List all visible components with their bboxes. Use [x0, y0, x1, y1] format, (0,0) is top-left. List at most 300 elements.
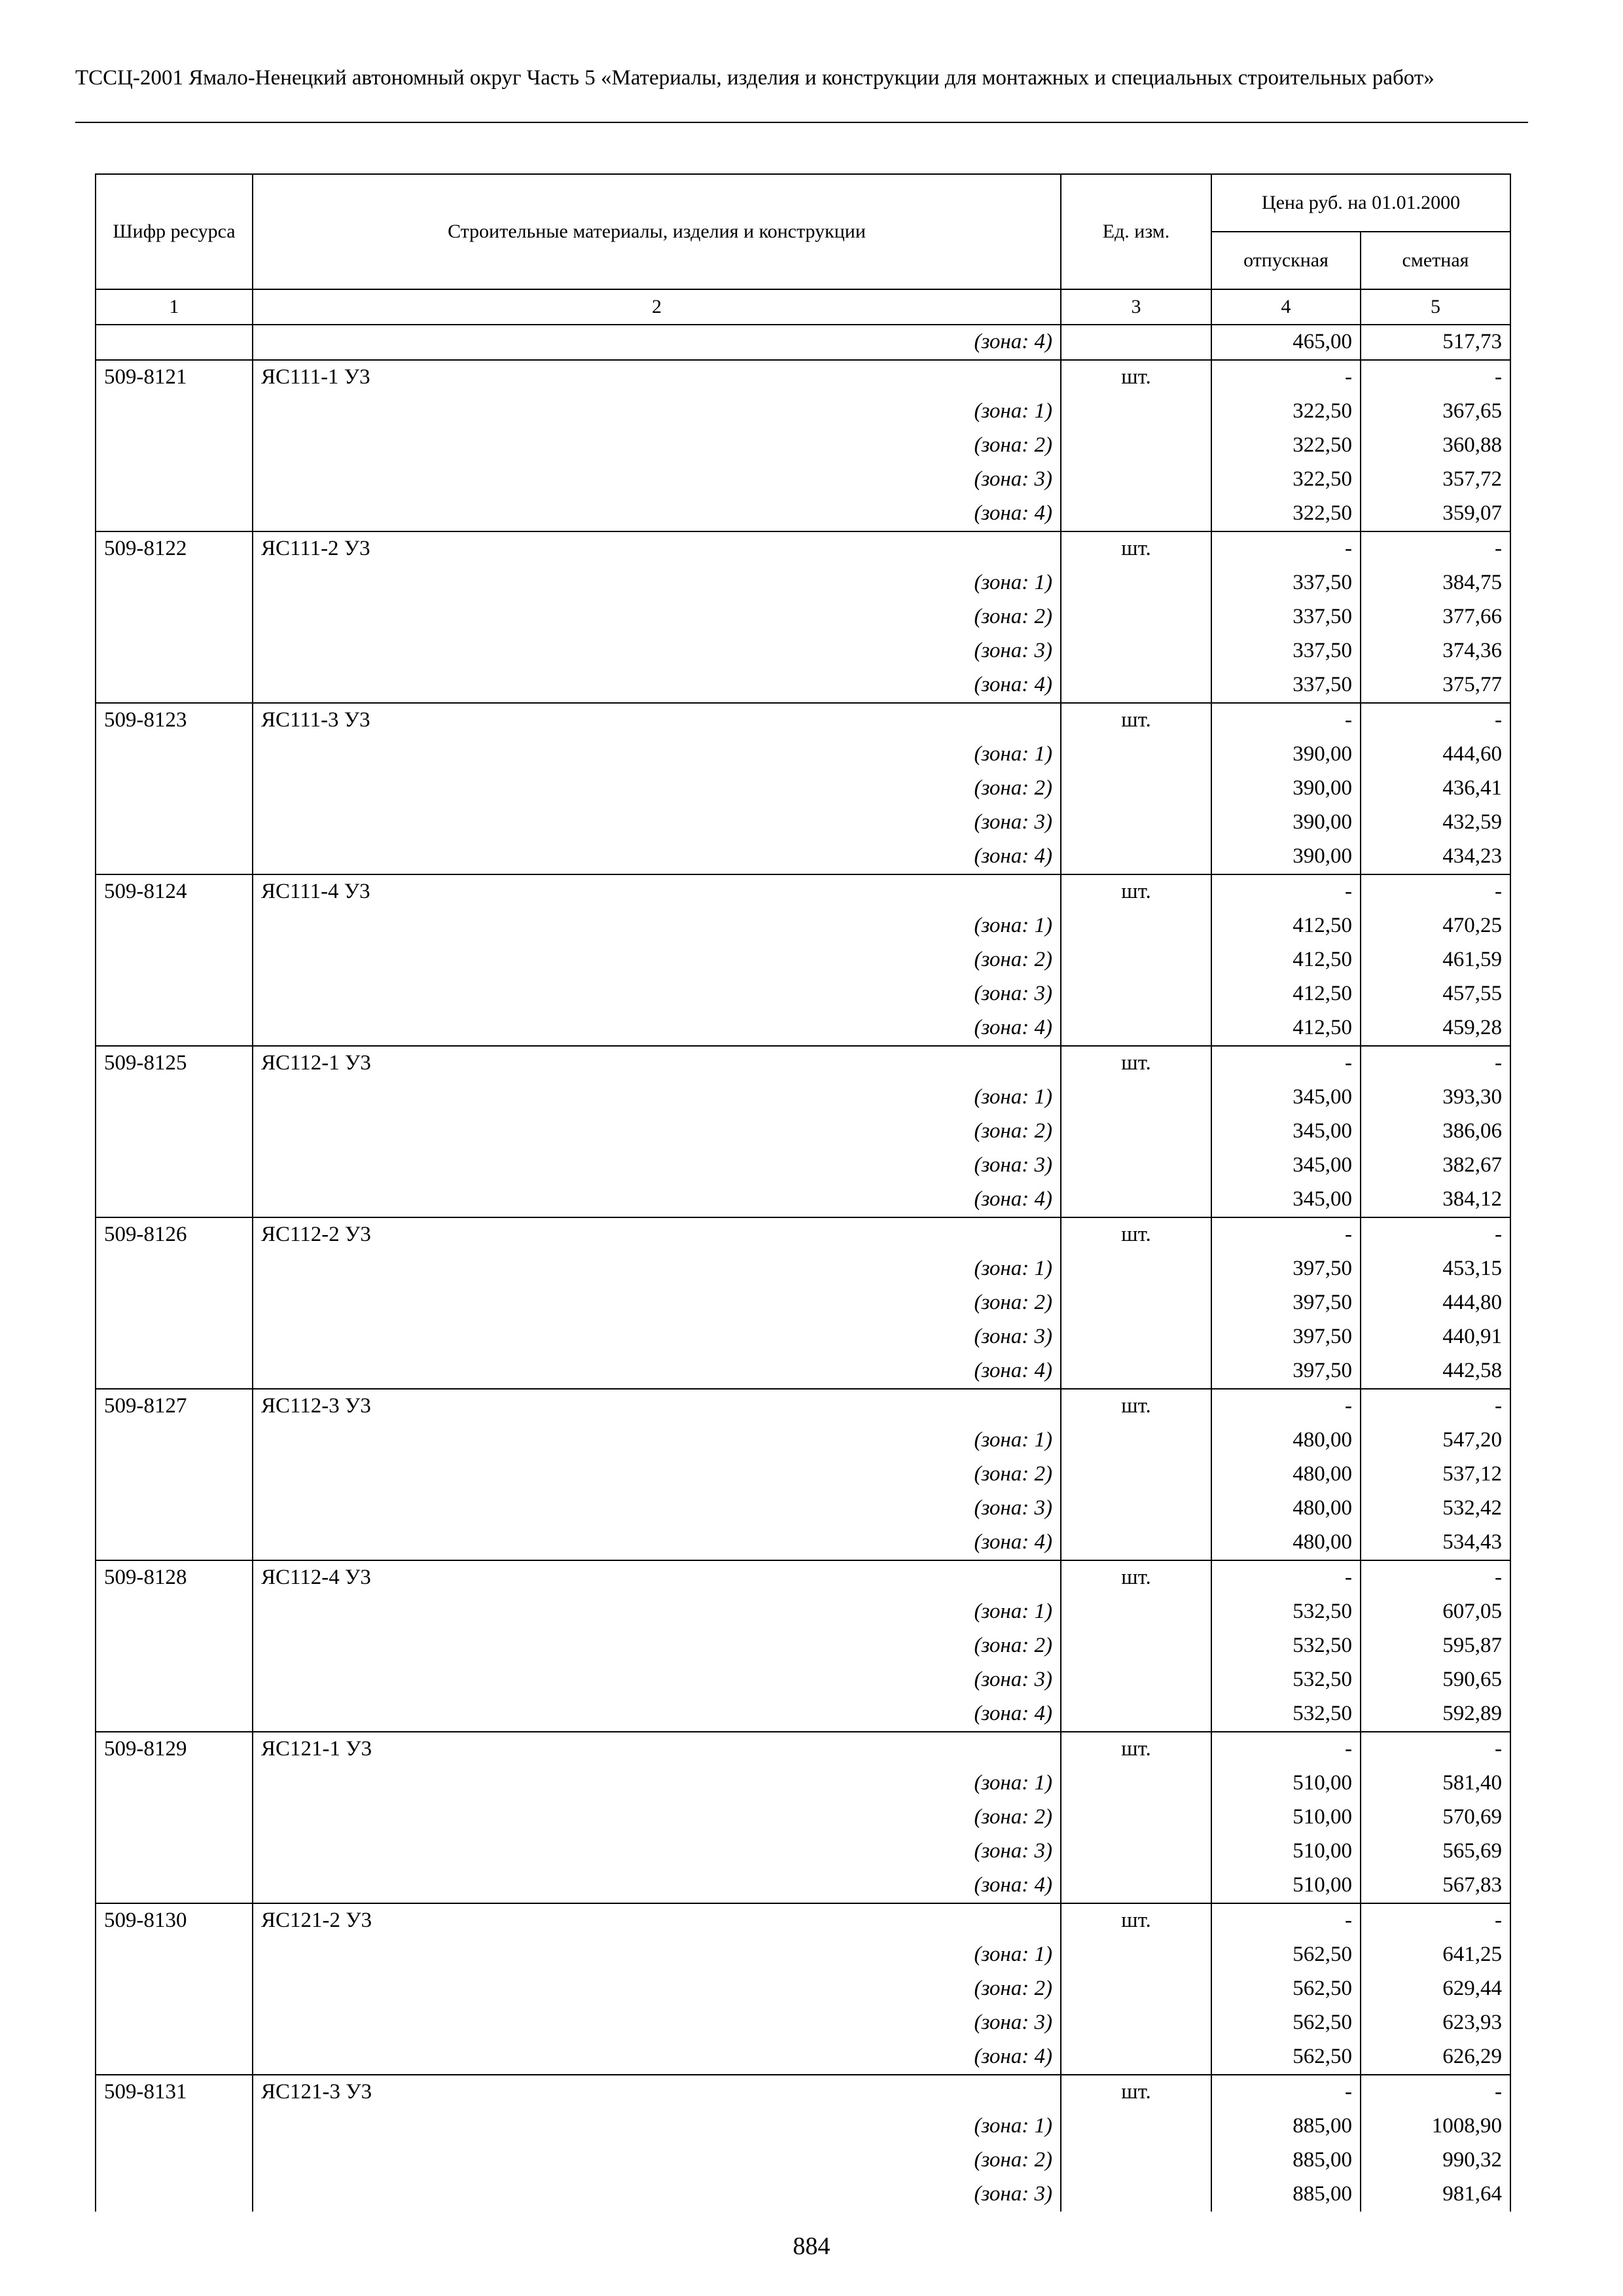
resource-code-cell — [96, 1458, 253, 1492]
resource-code-cell — [96, 1801, 253, 1835]
estimate-price: 641,25 — [1361, 1938, 1510, 1972]
resource-code-cell — [96, 1492, 253, 1526]
resource-code-cell — [96, 634, 253, 668]
zone-label: (зона: 2) — [253, 429, 1061, 463]
resource-code-cell — [96, 1424, 253, 1458]
table-row-zone — [96, 977, 1510, 1011]
estimate-price: 459,28 — [1361, 1011, 1510, 1046]
estimate-price: - — [1361, 531, 1510, 566]
unit-of-measure: шт. — [1061, 1389, 1211, 1424]
estimate-price: 592,89 — [1361, 1697, 1510, 1732]
unit-cell — [1061, 1869, 1211, 1903]
release-price: - — [1211, 1389, 1361, 1424]
unit-of-measure: шт. — [1061, 874, 1211, 909]
zone-label: (зона: 4) — [253, 1697, 1061, 1732]
release-price: 390,00 — [1211, 772, 1361, 806]
zone-label: (зона: 3) — [253, 2006, 1061, 2040]
resource-code-cell — [96, 1183, 253, 1217]
table-row-zone — [96, 840, 1510, 874]
estimate-price: - — [1361, 1217, 1510, 1252]
release-price: - — [1211, 2075, 1361, 2109]
table-row-zone — [96, 634, 1510, 668]
resource-code-cell — [96, 943, 253, 977]
unit-cell — [1061, 2178, 1211, 2212]
resource-code-cell — [96, 463, 253, 497]
release-price: 532,50 — [1211, 1595, 1361, 1629]
resource-code-cell — [96, 2178, 253, 2212]
table-row-zone — [96, 1869, 1510, 1903]
zone-label: (зона: 4) — [253, 2040, 1061, 2075]
zone-label: (зона: 2) — [253, 943, 1061, 977]
column-header-estimate-price: сметная — [1361, 232, 1510, 289]
unit-of-measure: шт. — [1061, 1560, 1211, 1595]
resource-code: 509-8126 — [96, 1217, 253, 1252]
release-price: - — [1211, 874, 1361, 909]
resource-code: 509-8125 — [96, 1046, 253, 1081]
release-price: 885,00 — [1211, 2144, 1361, 2178]
table-row-zone — [96, 1835, 1510, 1869]
unit-cell — [1061, 1663, 1211, 1697]
column-header-name: Строительные материалы, изделия и конструкции — [253, 174, 1061, 289]
table-row-zone — [96, 2109, 1510, 2144]
zone-label: (зона: 4) — [253, 1183, 1061, 1217]
column-number-2: 2 — [253, 289, 1061, 325]
table-body — [96, 325, 1510, 2212]
column-header-price-group: Цена руб. на 01.01.2000 — [1211, 174, 1510, 232]
estimate-price: 457,55 — [1361, 977, 1510, 1011]
zone-label: (зона: 2) — [253, 1458, 1061, 1492]
resource-code-cell — [96, 429, 253, 463]
unit-of-measure: шт. — [1061, 360, 1211, 395]
estimate-price: - — [1361, 360, 1510, 395]
estimate-price: 570,69 — [1361, 1801, 1510, 1835]
release-price: 397,50 — [1211, 1286, 1361, 1320]
table-row-zone — [96, 738, 1510, 772]
table-row-continuation — [96, 325, 1510, 360]
release-price: 480,00 — [1211, 1424, 1361, 1458]
resource-code-cell — [96, 497, 253, 531]
estimate-price: 377,66 — [1361, 600, 1510, 634]
unit-cell — [1061, 1081, 1211, 1115]
unit-cell — [1061, 2006, 1211, 2040]
unit-cell — [1061, 909, 1211, 943]
estimate-price: - — [1361, 1732, 1510, 1767]
table-row-item — [96, 2075, 1510, 2109]
unit-cell — [1061, 1320, 1211, 1354]
resource-code: 509-8131 — [96, 2075, 253, 2109]
unit-of-measure: шт. — [1061, 531, 1211, 566]
release-price: - — [1211, 1732, 1361, 1767]
header-divider — [75, 122, 1528, 123]
table-row-item — [96, 1560, 1510, 1595]
unit-cell — [1061, 1938, 1211, 1972]
estimate-price: 440,91 — [1361, 1320, 1510, 1354]
resource-code-cell — [96, 668, 253, 703]
release-price: 322,50 — [1211, 429, 1361, 463]
release-price: 532,50 — [1211, 1697, 1361, 1732]
release-price: 390,00 — [1211, 806, 1361, 840]
estimate-price: 517,73 — [1361, 325, 1510, 360]
estimate-price: 436,41 — [1361, 772, 1510, 806]
zone-label: (зона: 4) — [253, 1526, 1061, 1560]
table-row-zone — [96, 395, 1510, 429]
unit-cell — [1061, 600, 1211, 634]
table-row-zone — [96, 1492, 1510, 1526]
zone-label: (зона: 2) — [253, 2144, 1061, 2178]
table-row-zone — [96, 1286, 1510, 1320]
table-row-zone — [96, 668, 1510, 703]
estimate-price: 357,72 — [1361, 463, 1510, 497]
estimate-price: 360,88 — [1361, 429, 1510, 463]
estimate-price: 382,67 — [1361, 1149, 1510, 1183]
estimate-price: 432,59 — [1361, 806, 1510, 840]
table-row-zone — [96, 1149, 1510, 1183]
release-price: 412,50 — [1211, 909, 1361, 943]
release-price: 322,50 — [1211, 497, 1361, 531]
release-price: - — [1211, 531, 1361, 566]
zone-label: (зона: 3) — [253, 1835, 1061, 1869]
estimate-price: 386,06 — [1361, 1115, 1510, 1149]
resource-code-cell — [96, 1286, 253, 1320]
zone-label: (зона: 1) — [253, 395, 1061, 429]
release-price: 397,50 — [1211, 1252, 1361, 1286]
table-row-item — [96, 1217, 1510, 1252]
resource-code-cell — [96, 1835, 253, 1869]
table-row-zone — [96, 943, 1510, 977]
zone-label: (зона: 3) — [253, 634, 1061, 668]
table-row-zone — [96, 1801, 1510, 1835]
resource-code-cell — [96, 1629, 253, 1663]
release-price: 337,50 — [1211, 600, 1361, 634]
estimate-price: 470,25 — [1361, 909, 1510, 943]
table-row-item — [96, 360, 1510, 395]
zone-label: (зона: 3) — [253, 1492, 1061, 1526]
unit-cell — [1061, 1526, 1211, 1560]
table-row-item — [96, 531, 1510, 566]
resource-code-cell — [96, 1320, 253, 1354]
zone-label: (зона: 1) — [253, 909, 1061, 943]
estimate-price: 461,59 — [1361, 943, 1510, 977]
column-number-3: 3 — [1061, 289, 1211, 325]
zone-label: (зона: 1) — [253, 1767, 1061, 1801]
estimate-price: 444,60 — [1361, 738, 1510, 772]
resource-code-cell — [96, 738, 253, 772]
release-price: 397,50 — [1211, 1354, 1361, 1389]
table-row-zone — [96, 2178, 1510, 2212]
release-price: 397,50 — [1211, 1320, 1361, 1354]
zone-label: (зона: 4) — [253, 840, 1061, 874]
estimate-price: 532,42 — [1361, 1492, 1510, 1526]
table-row-zone — [96, 566, 1510, 600]
table-row-zone — [96, 806, 1510, 840]
table-row-zone — [96, 1458, 1510, 1492]
unit-cell — [1061, 668, 1211, 703]
unit-of-measure: шт. — [1061, 2075, 1211, 2109]
table-row-item — [96, 1732, 1510, 1767]
table-row-zone — [96, 2006, 1510, 2040]
table-row-zone — [96, 2040, 1510, 2075]
unit-cell — [1061, 1011, 1211, 1046]
material-name: ЯС112-1 У3 — [253, 1046, 1061, 1081]
release-price: 412,50 — [1211, 1011, 1361, 1046]
release-price: - — [1211, 1217, 1361, 1252]
estimate-price: - — [1361, 1903, 1510, 1938]
zone-label: (зона: 4) — [253, 497, 1061, 531]
zone-label: (зона: 3) — [253, 463, 1061, 497]
unit-cell — [1061, 840, 1211, 874]
resource-code-cell — [96, 1526, 253, 1560]
release-price: 510,00 — [1211, 1801, 1361, 1835]
estimate-price: 626,29 — [1361, 2040, 1510, 2075]
zone-label: (зона: 3) — [253, 1149, 1061, 1183]
release-price: 337,50 — [1211, 566, 1361, 600]
table-row-zone — [96, 1972, 1510, 2006]
estimate-price: 442,58 — [1361, 1354, 1510, 1389]
zone-label: (зона: 3) — [253, 1320, 1061, 1354]
table-row-item — [96, 1903, 1510, 1938]
table-row-zone — [96, 909, 1510, 943]
column-number-1: 1 — [96, 289, 253, 325]
release-price: - — [1211, 1560, 1361, 1595]
unit-cell — [1061, 1424, 1211, 1458]
release-price: 532,50 — [1211, 1663, 1361, 1697]
unit-cell — [1061, 1595, 1211, 1629]
resource-code-cell — [96, 2006, 253, 2040]
table-row-zone — [96, 1663, 1510, 1697]
resource-code: 509-8128 — [96, 1560, 253, 1595]
release-price: 322,50 — [1211, 463, 1361, 497]
table-row-item — [96, 1389, 1510, 1424]
resource-code-cell — [96, 1767, 253, 1801]
table-row-zone — [96, 600, 1510, 634]
resource-code: 509-8127 — [96, 1389, 253, 1424]
zone-label: (зона: 2) — [253, 1801, 1061, 1835]
resource-code: 509-8123 — [96, 703, 253, 738]
resource-code-cell — [96, 325, 253, 360]
estimate-price: 375,77 — [1361, 668, 1510, 703]
column-number-4: 4 — [1211, 289, 1361, 325]
material-name: ЯС112-3 У3 — [253, 1389, 1061, 1424]
release-price: 345,00 — [1211, 1081, 1361, 1115]
unit-of-measure: шт. — [1061, 1903, 1211, 1938]
resource-code-cell — [96, 1972, 253, 2006]
release-price: - — [1211, 1046, 1361, 1081]
table-row-zone — [96, 1081, 1510, 1115]
estimate-price: - — [1361, 1560, 1510, 1595]
resource-code-cell — [96, 566, 253, 600]
release-price: 390,00 — [1211, 840, 1361, 874]
table-row-item — [96, 1046, 1510, 1081]
resource-code-cell — [96, 600, 253, 634]
estimate-price: 444,80 — [1361, 1286, 1510, 1320]
zone-label: (зона: 1) — [253, 1595, 1061, 1629]
material-name: ЯС111-1 У3 — [253, 360, 1061, 395]
estimate-price: 537,12 — [1361, 1458, 1510, 1492]
material-name: ЯС112-2 У3 — [253, 1217, 1061, 1252]
release-price: 510,00 — [1211, 1835, 1361, 1869]
unit-of-measure: шт. — [1061, 703, 1211, 738]
resource-code-cell — [96, 909, 253, 943]
unit-cell — [1061, 1835, 1211, 1869]
unit-cell — [1061, 806, 1211, 840]
zone-label: (зона: 1) — [253, 1938, 1061, 1972]
estimate-price: 623,93 — [1361, 2006, 1510, 2040]
table-header — [96, 174, 1510, 325]
release-price: 510,00 — [1211, 1869, 1361, 1903]
table-row-zone — [96, 1526, 1510, 1560]
estimate-price: - — [1361, 1046, 1510, 1081]
unit-cell — [1061, 1354, 1211, 1389]
table-row-zone — [96, 1629, 1510, 1663]
resource-code-cell — [96, 977, 253, 1011]
release-price: 532,50 — [1211, 1629, 1361, 1663]
zone-label: (зона: 1) — [253, 1252, 1061, 1286]
unit-of-measure: шт. — [1061, 1217, 1211, 1252]
zone-label: (зона: 4) — [253, 1011, 1061, 1046]
unit-cell — [1061, 977, 1211, 1011]
estimate-price: 359,07 — [1361, 497, 1510, 531]
zone-label: (зона: 4) — [253, 1354, 1061, 1389]
resource-code-cell — [96, 395, 253, 429]
zone-label: (зона: 3) — [253, 806, 1061, 840]
estimate-price: 434,23 — [1361, 840, 1510, 874]
unit-cell — [1061, 429, 1211, 463]
release-price: - — [1211, 360, 1361, 395]
table-row-item — [96, 703, 1510, 738]
document-header-title: ТССЦ-2001 Ямало-Ненецкий автономный округ Часть 5 «Материалы, изделия и конструкции для монтажных и специальных строительных работ» — [75, 66, 1435, 90]
unit-cell — [1061, 1252, 1211, 1286]
table-row-zone — [96, 1011, 1510, 1046]
release-price: 562,50 — [1211, 2006, 1361, 2040]
estimate-price: 595,87 — [1361, 1629, 1510, 1663]
estimate-price: 607,05 — [1361, 1595, 1510, 1629]
release-price: 885,00 — [1211, 2178, 1361, 2212]
unit-cell — [1061, 943, 1211, 977]
estimate-price: 384,12 — [1361, 1183, 1510, 1217]
zone-label: (зона: 1) — [253, 566, 1061, 600]
zone-label: (зона: 2) — [253, 1629, 1061, 1663]
release-price: 390,00 — [1211, 738, 1361, 772]
unit-cell — [1061, 634, 1211, 668]
material-name: ЯС111-2 У3 — [253, 531, 1061, 566]
zone-label: (зона: 3) — [253, 2178, 1061, 2212]
release-price: - — [1211, 703, 1361, 738]
estimate-price: - — [1361, 874, 1510, 909]
resource-code-cell — [96, 1081, 253, 1115]
resource-code-cell — [96, 2109, 253, 2144]
release-price: 510,00 — [1211, 1767, 1361, 1801]
table-row-zone — [96, 429, 1510, 463]
unit-cell — [1061, 1697, 1211, 1732]
unit-cell — [1061, 463, 1211, 497]
table-row-zone — [96, 2144, 1510, 2178]
table-row-zone — [96, 1767, 1510, 1801]
zone-label: (зона: 1) — [253, 1424, 1061, 1458]
unit-cell — [1061, 2109, 1211, 2144]
material-name: ЯС121-1 У3 — [253, 1732, 1061, 1767]
table-row-zone — [96, 772, 1510, 806]
estimate-price: 547,20 — [1361, 1424, 1510, 1458]
resource-code-cell — [96, 1252, 253, 1286]
table-row-item — [96, 874, 1510, 909]
zone-label: (зона: 1) — [253, 1081, 1061, 1115]
resource-code-cell — [96, 806, 253, 840]
unit-cell — [1061, 566, 1211, 600]
column-header-unit: Ед. изм. — [1061, 174, 1211, 289]
resource-code-cell — [96, 1595, 253, 1629]
estimate-price: 367,65 — [1361, 395, 1510, 429]
zone-label: (зона: 3) — [253, 1663, 1061, 1697]
unit-cell — [1061, 1149, 1211, 1183]
zone-label: (зона: 2) — [253, 600, 1061, 634]
column-number-5: 5 — [1361, 289, 1510, 325]
resource-code: 509-8122 — [96, 531, 253, 566]
resource-code-cell — [96, 1149, 253, 1183]
estimate-price: 393,30 — [1361, 1081, 1510, 1115]
release-price: 562,50 — [1211, 1938, 1361, 1972]
material-name: ЯС121-2 У3 — [253, 1903, 1061, 1938]
release-price: 480,00 — [1211, 1492, 1361, 1526]
estimate-price: 384,75 — [1361, 566, 1510, 600]
resource-code: 509-8129 — [96, 1732, 253, 1767]
table-row-zone — [96, 1697, 1510, 1732]
estimate-price: 981,64 — [1361, 2178, 1510, 2212]
release-price: 465,00 — [1211, 325, 1361, 360]
release-price: - — [1211, 1903, 1361, 1938]
column-header-code: Шифр ресурса — [96, 174, 253, 289]
resource-code-cell — [96, 2040, 253, 2075]
table-row-zone — [96, 1354, 1510, 1389]
unit-cell — [1061, 325, 1211, 360]
table-row-zone — [96, 1252, 1510, 1286]
table-row-zone — [96, 1115, 1510, 1149]
table-row-zone — [96, 1595, 1510, 1629]
release-price: 322,50 — [1211, 395, 1361, 429]
release-price: 412,50 — [1211, 977, 1361, 1011]
unit-cell — [1061, 1492, 1211, 1526]
resource-code-cell — [96, 1697, 253, 1732]
release-price: 337,50 — [1211, 668, 1361, 703]
zone-label: (зона: 1) — [253, 738, 1061, 772]
page-number: 884 — [793, 2233, 830, 2260]
zone-label: (зона: 4) — [253, 668, 1061, 703]
estimate-price: 565,69 — [1361, 1835, 1510, 1869]
release-price: 412,50 — [1211, 943, 1361, 977]
release-price: 562,50 — [1211, 2040, 1361, 2075]
estimate-price: 590,65 — [1361, 1663, 1510, 1697]
unit-cell — [1061, 1767, 1211, 1801]
resource-code-cell — [96, 1938, 253, 1972]
unit-cell — [1061, 772, 1211, 806]
release-price: 480,00 — [1211, 1526, 1361, 1560]
zone-label: (зона: 2) — [253, 772, 1061, 806]
unit-cell — [1061, 1629, 1211, 1663]
estimate-price: 374,36 — [1361, 634, 1510, 668]
column-header-release-price: отпускная — [1211, 232, 1361, 289]
table-row-zone — [96, 463, 1510, 497]
table-row-zone — [96, 1424, 1510, 1458]
estimate-price: - — [1361, 2075, 1510, 2109]
zone-label: (зона: 4) — [253, 1869, 1061, 1903]
resource-code: 509-8121 — [96, 360, 253, 395]
unit-cell — [1061, 1458, 1211, 1492]
resource-code-cell — [96, 1869, 253, 1903]
estimate-price: 990,32 — [1361, 2144, 1510, 2178]
unit-cell — [1061, 1183, 1211, 1217]
estimate-price: 453,15 — [1361, 1252, 1510, 1286]
unit-cell — [1061, 1115, 1211, 1149]
zone-label: (зона: 4) — [253, 325, 1061, 360]
